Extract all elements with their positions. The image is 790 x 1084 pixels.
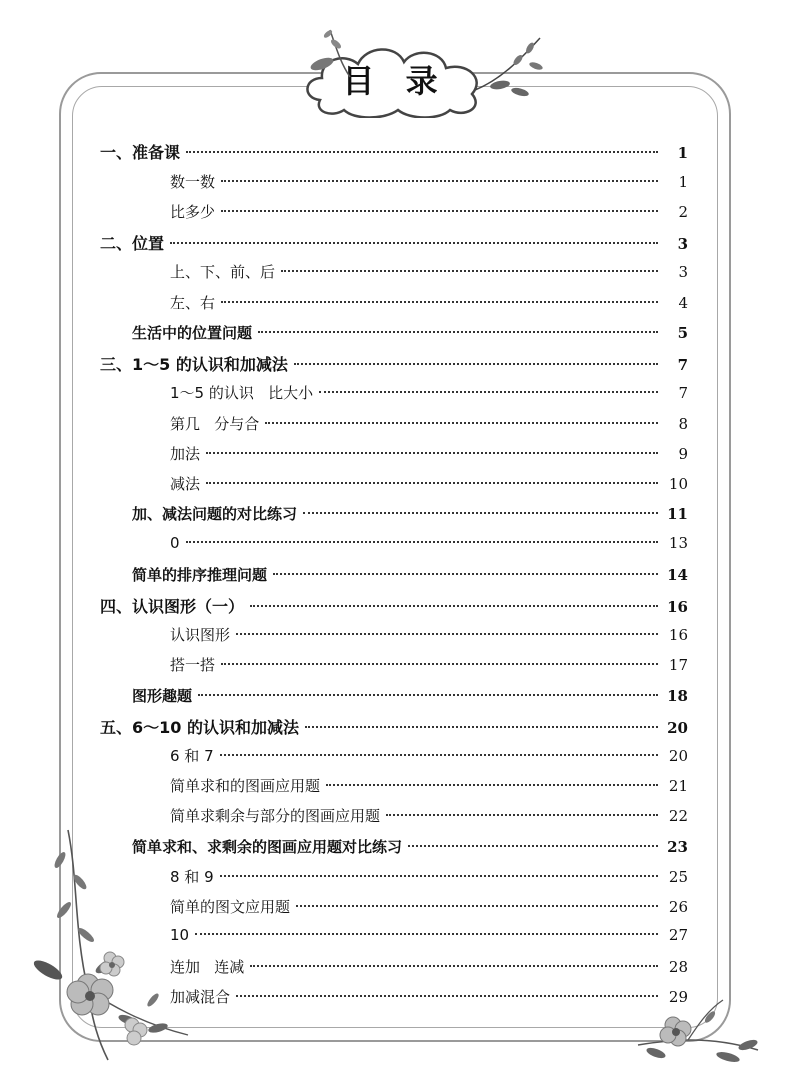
toc-entry-title: 图形趣题: [132, 687, 193, 705]
leader-dots: [408, 845, 658, 847]
leader-dots: [296, 905, 658, 907]
toc-entry-section[interactable]: [170, 956, 688, 980]
toc-entry-title: 0: [170, 534, 180, 552]
toc-entry-title: 简单的图文应用题: [170, 898, 291, 916]
toc-entry-page: 11: [667, 505, 688, 523]
leader-dots: [221, 180, 658, 182]
leader-dots: [386, 814, 658, 816]
toc-entry-section[interactable]: [170, 171, 688, 195]
toc-entry-page: 22: [668, 807, 688, 825]
toc-entry-page: 29: [668, 988, 688, 1006]
toc-entry-page: 26: [668, 898, 688, 916]
leader-dots: [195, 933, 658, 935]
leader-dots: [281, 270, 658, 272]
toc-entry-page: 4: [678, 294, 688, 312]
leader-dots: [258, 331, 658, 333]
leader-dots: [273, 573, 658, 575]
toc-entry-title: 连加 连减: [170, 958, 245, 976]
toc-entry-section[interactable]: [170, 443, 688, 467]
toc-entry-section[interactable]: [170, 775, 688, 799]
toc-entry-page: 16: [667, 598, 688, 616]
leader-dots: [221, 663, 658, 665]
toc-entry-title: 左、右: [170, 294, 216, 312]
toc-entry-section[interactable]: [170, 534, 688, 558]
toc-entry-page: 3: [678, 263, 688, 281]
toc-entry-title: 二、位置: [100, 234, 165, 253]
toc-entry-page: 5: [677, 324, 688, 342]
toc-entry-page: 1: [678, 173, 688, 191]
toc-entry-page: 28: [668, 958, 688, 976]
toc-entry-title: 第几 分与合: [170, 415, 260, 433]
leader-dots: [236, 633, 658, 635]
toc-entry-chapter-2[interactable]: [100, 231, 688, 255]
toc-entry-title: 比多少: [170, 203, 216, 221]
toc-entry-page: 20: [667, 719, 688, 737]
leader-dots: [221, 301, 658, 303]
toc-entry-title: 简单的排序推理问题: [132, 566, 268, 584]
toc-entry-page: 16: [668, 626, 688, 644]
leader-dots: [294, 363, 658, 365]
toc-entry-title: 10: [170, 926, 190, 944]
toc-entry-title: 数一数: [170, 173, 216, 191]
toc-entry-chapter-4[interactable]: [100, 594, 688, 618]
toc-entry-section[interactable]: [170, 292, 688, 316]
leader-dots: [319, 391, 658, 393]
toc-entry-page: 23: [667, 838, 688, 856]
leader-dots: [221, 210, 658, 212]
leader-dots: [326, 784, 658, 786]
toc-entry-page: 8: [678, 415, 688, 433]
toc-entry-page: 3: [677, 235, 688, 253]
toc-entry-page: 2: [678, 203, 688, 221]
toc-entry-page: 7: [678, 384, 688, 402]
leader-dots: [250, 605, 658, 607]
toc-entry-title: 搭一搭: [170, 656, 216, 674]
toc-entry-section[interactable]: [170, 866, 688, 890]
leader-dots: [206, 452, 658, 454]
toc-entry-section[interactable]: [170, 201, 688, 225]
toc-entry-section[interactable]: [170, 261, 688, 285]
toc-entry-title: 加减混合: [170, 988, 231, 1006]
toc-entry-topic[interactable]: [132, 322, 688, 346]
toc-entry-section[interactable]: [170, 473, 688, 497]
toc-entry-section[interactable]: [170, 654, 688, 678]
toc-entry-topic[interactable]: [132, 503, 688, 527]
toc-entry-title: 简单求剩余与部分的图画应用题: [170, 807, 381, 825]
toc-entry-section[interactable]: [170, 745, 688, 769]
toc-entry-title: 1～5 的认识 比大小: [170, 384, 314, 402]
toc-entry-section[interactable]: [170, 926, 688, 950]
toc-entry-topic[interactable]: [132, 564, 688, 588]
toc-entry-title: 一、准备课: [100, 143, 181, 162]
page-title: 目 录: [342, 62, 448, 100]
leader-dots: [220, 875, 658, 877]
toc-entry-page: 25: [668, 868, 688, 886]
toc-entry-section[interactable]: [170, 896, 688, 920]
leader-dots: [250, 965, 658, 967]
toc-entry-section[interactable]: [170, 986, 688, 1010]
toc-entry-title: 三、1～5 的认识和加减法: [100, 355, 288, 374]
toc-entry-page: 9: [678, 445, 688, 463]
toc-entry-section[interactable]: [170, 382, 688, 406]
toc-entry-page: 27: [668, 926, 688, 944]
toc-entry-title: 生活中的位置问题: [132, 324, 253, 342]
toc-entry-page: 17: [668, 656, 688, 674]
toc-entry-title: 减法: [170, 475, 201, 493]
toc-entry-chapter-3[interactable]: [100, 352, 688, 376]
toc-entry-topic[interactable]: [132, 836, 688, 860]
toc-entry-page: 10: [668, 475, 688, 493]
toc-entry-page: 18: [667, 687, 688, 705]
toc-entry-page: 21: [668, 777, 688, 795]
toc-entry-title: 6 和 7: [170, 747, 214, 765]
toc-entry-title: 简单求和的图画应用题: [170, 777, 321, 795]
toc-entry-section[interactable]: [170, 413, 688, 437]
leader-dots: [198, 694, 658, 696]
toc-entry-title: 认识图形: [170, 626, 231, 644]
toc-entry-title: 四、认识图形（一）: [100, 597, 245, 616]
leader-dots: [186, 541, 658, 543]
toc-entry-page: 1: [677, 144, 688, 162]
toc-entry-title: 上、下、前、后: [170, 263, 276, 281]
toc-entry-title: 8 和 9: [170, 868, 214, 886]
toc-entry-section[interactable]: [170, 805, 688, 829]
leader-dots: [236, 995, 658, 997]
toc-entry-title: 简单求和、求剩余的图画应用题对比练习: [132, 838, 403, 856]
toc-entry-topic[interactable]: [132, 685, 688, 709]
leader-dots: [303, 512, 658, 514]
toc-entry-section[interactable]: [170, 624, 688, 648]
leader-dots: [170, 242, 658, 244]
toc-entry-page: 13: [668, 534, 688, 552]
toc-entry-page: 14: [667, 566, 688, 584]
leader-dots: [265, 422, 658, 424]
toc-entry-chapter-1[interactable]: [100, 140, 688, 164]
toc-entry-page: 7: [677, 356, 688, 374]
leader-dots: [206, 482, 658, 484]
leader-dots: [186, 151, 658, 153]
toc-entry-title: 五、6～10 的认识和加减法: [100, 718, 299, 737]
toc-entry-page: 20: [668, 747, 688, 765]
toc-entry-title: 加、减法问题的对比练习: [132, 505, 298, 523]
toc-entry-chapter-5[interactable]: [100, 715, 688, 739]
toc-entry-title: 加法: [170, 445, 201, 463]
leader-dots: [220, 754, 658, 756]
leader-dots: [305, 726, 658, 728]
